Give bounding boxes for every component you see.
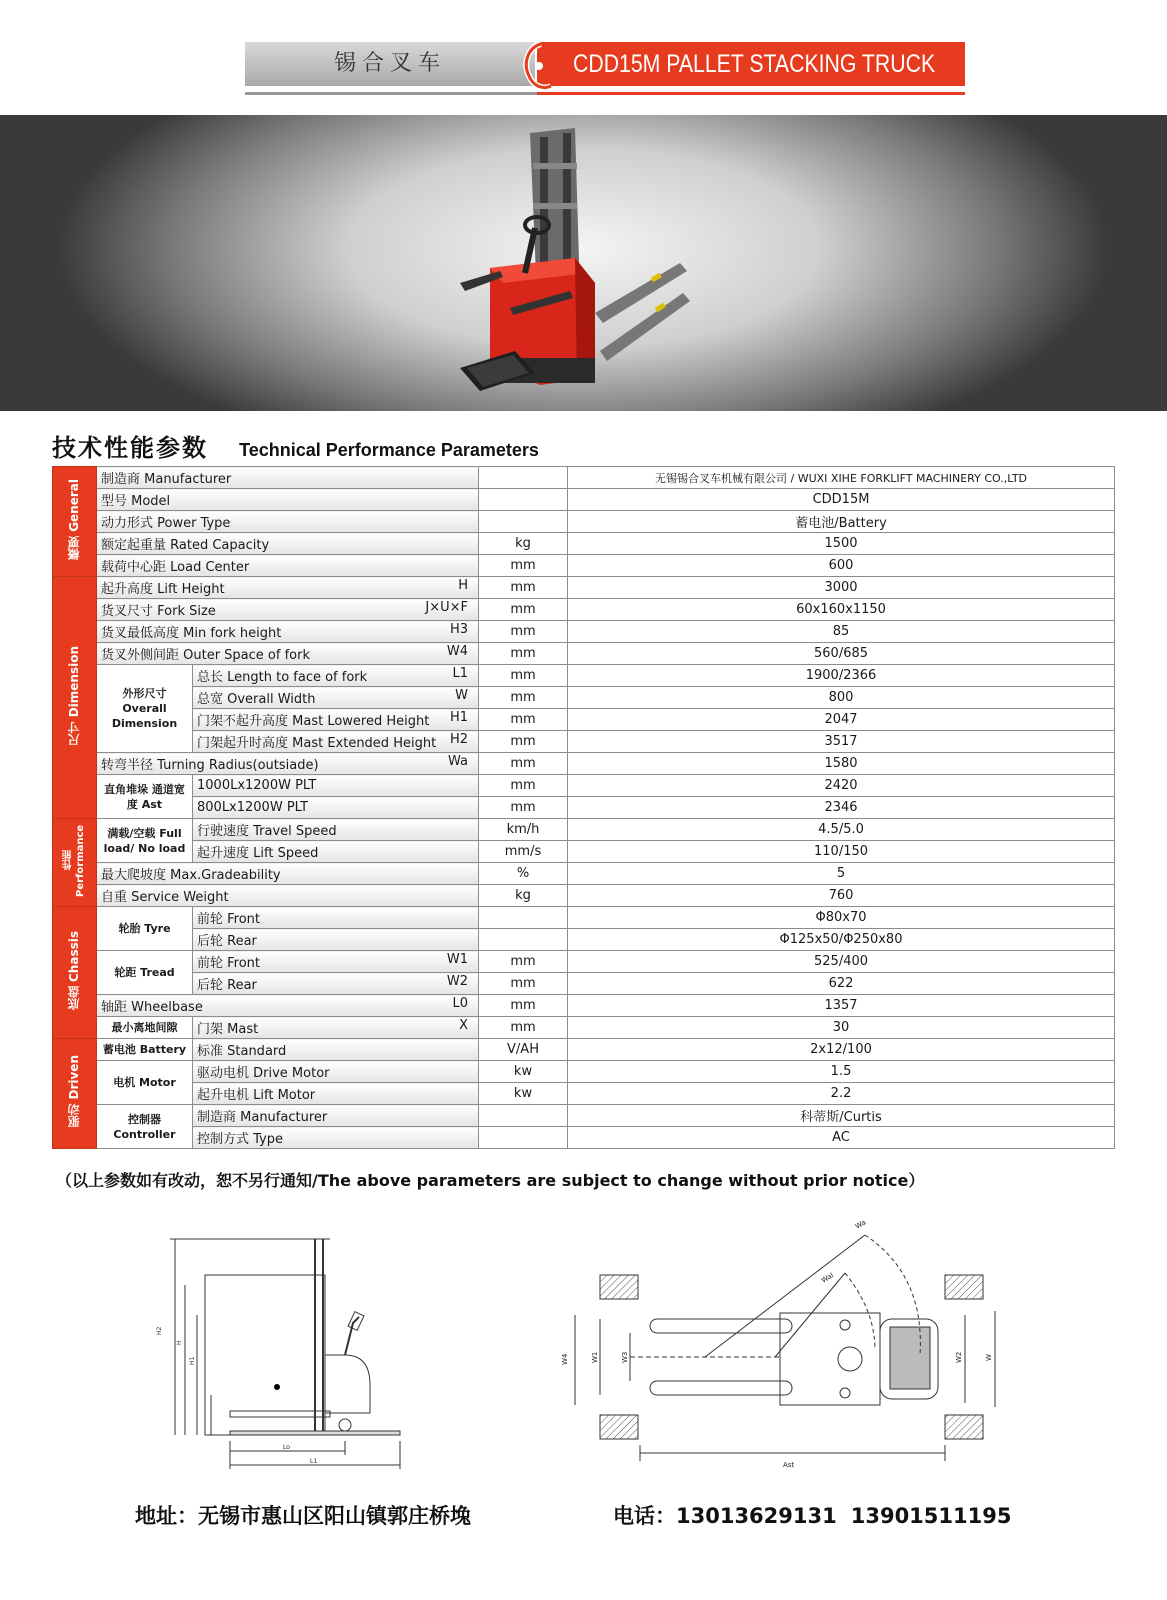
param-unit: mm/s <box>479 841 568 863</box>
param-unit: mm <box>479 951 568 973</box>
param-unit: km/h <box>479 819 568 841</box>
param-label: 转弯半径 Turning Radius(outsiade) Wa <box>97 753 479 775</box>
param-unit <box>479 1127 568 1149</box>
section-title-cn: 技术性能参数 <box>52 434 208 462</box>
label-h: H <box>176 1340 183 1345</box>
subgroup-ast: 直角堆垛 通道宽度 Ast <box>97 775 193 819</box>
param-value: 3000 <box>568 577 1115 599</box>
param-label: 型号 Model <box>97 489 479 511</box>
param-value: 85 <box>568 621 1115 643</box>
param-unit: mm <box>479 555 568 577</box>
table-row <box>53 1039 1115 1061</box>
param-unit: mm <box>479 643 568 665</box>
subgroup-motor: 电机 Motor <box>97 1061 193 1105</box>
param-value: 5 <box>568 863 1115 885</box>
param-label: 额定起重量 Rated Capacity <box>97 533 479 555</box>
param-unit: % <box>479 863 568 885</box>
load-center-icon <box>274 1384 280 1390</box>
label-w3: W3 <box>621 1351 629 1363</box>
param-value: 4.5/5.0 <box>568 819 1115 841</box>
param-label: 货叉尺寸 Fork Size J×U×F <box>97 599 479 621</box>
param-unit: kg <box>479 533 568 555</box>
subgroup-tyre: 轮胎 Tyre <box>97 907 193 951</box>
param-unit <box>479 511 568 533</box>
param-label: 标准 Standard <box>193 1039 479 1061</box>
footer <box>135 1500 1035 1530</box>
top-view-drawing <box>561 1215 1015 1490</box>
param-value: 3517 <box>568 731 1115 753</box>
param-unit: mm <box>479 753 568 775</box>
table-row <box>53 489 1115 511</box>
param-label: 后轮 Rear W2 <box>193 973 479 995</box>
param-label: 前轮 Front W1 <box>193 951 479 973</box>
table-row <box>53 577 1115 599</box>
param-label: 起升高度 Lift Height H <box>97 577 479 599</box>
param-unit <box>479 489 568 511</box>
param-label: 1000Lx1200W PLT <box>193 775 479 797</box>
param-value: 2.2 <box>568 1083 1115 1105</box>
banner-underline-grey <box>245 92 537 95</box>
param-label: 制造商 Manufacturer <box>97 467 479 489</box>
param-value: Φ80x70 <box>568 907 1115 929</box>
param-unit <box>479 907 568 929</box>
param-label: 起升电机 Lift Motor <box>193 1083 479 1105</box>
param-unit <box>479 1105 568 1127</box>
table-row <box>53 995 1115 1017</box>
table-row <box>53 687 1115 709</box>
table-row <box>53 731 1115 753</box>
param-value: 800 <box>568 687 1115 709</box>
table-row <box>53 797 1115 819</box>
param-value: 科蒂斯/Curtis <box>568 1105 1115 1127</box>
param-unit: mm <box>479 1017 568 1039</box>
table-row <box>53 951 1115 973</box>
table-row <box>53 555 1115 577</box>
subgroup-battery: 蓄电池 Battery <box>97 1039 193 1061</box>
param-value: 2x12/100 <box>568 1039 1115 1061</box>
label-ast: Ast <box>783 1461 795 1469</box>
param-value: 1500 <box>568 533 1115 555</box>
table-row <box>53 1017 1115 1039</box>
stacker-truck-illustration <box>455 123 715 403</box>
phone-number-1: 13013629131 <box>676 1504 837 1528</box>
param-unit: V/AH <box>479 1039 568 1061</box>
param-value: 622 <box>568 973 1115 995</box>
param-label: 起升速度 Lift Speed <box>193 841 479 863</box>
param-label: 货叉外侧间距 Outer Space of fork W4 <box>97 643 479 665</box>
table-row <box>53 1105 1115 1127</box>
param-label: 门架 Mast X <box>193 1017 479 1039</box>
param-unit: mm <box>479 797 568 819</box>
subgroup-overall-dimension: 外形尺寸 Overall Dimension <box>97 665 193 753</box>
param-value: 600 <box>568 555 1115 577</box>
param-label: 载荷中心距 Load Center <box>97 555 479 577</box>
param-unit: mm <box>479 709 568 731</box>
param-label: 800Lx1200W PLT <box>193 797 479 819</box>
side-view-drawing <box>155 1235 415 1475</box>
param-unit: mm <box>479 665 568 687</box>
param-value: 1.5 <box>568 1061 1115 1083</box>
label-w2: W2 <box>955 1351 963 1363</box>
param-value: AC <box>568 1127 1115 1149</box>
param-label: 控制方式 Type <box>193 1127 479 1149</box>
param-unit: mm <box>479 599 568 621</box>
param-label: 前轮 Front <box>193 907 479 929</box>
label-w: W <box>985 1354 993 1361</box>
param-unit: kw <box>479 1083 568 1105</box>
table-row <box>53 973 1115 995</box>
param-label: 最大爬坡度 Max.Gradeability <box>97 863 479 885</box>
brand-name: 锡合叉车 <box>333 51 446 76</box>
table-row <box>53 819 1115 841</box>
change-notice: （以上参数如有改动，恕不另行通知/The above parameters are subject to change without prior notice） <box>56 1171 925 1190</box>
label-w4: W4 <box>561 1353 569 1365</box>
param-label: 驱动电机 Drive Motor <box>193 1061 479 1083</box>
category-general: 概要 General <box>53 467 97 577</box>
category-chassis: 底盘 Chassis <box>53 907 97 1039</box>
param-label: 货叉最低高度 Min fork height H3 <box>97 621 479 643</box>
table-row <box>53 665 1115 687</box>
param-unit: mm <box>479 731 568 753</box>
param-value: 30 <box>568 1017 1115 1039</box>
param-unit: mm <box>479 687 568 709</box>
param-unit: mm <box>479 577 568 599</box>
phone-number-2: 13901511195 <box>850 1504 1012 1528</box>
table-row <box>53 929 1115 951</box>
param-unit: mm <box>479 621 568 643</box>
section-title-en: Technical Performance Parameters <box>239 440 539 460</box>
label-h1: H1 <box>189 1356 196 1365</box>
address: 地址：无锡市惠山区阳山镇郭庄桥堍 <box>135 1504 471 1528</box>
param-value: 1900/2366 <box>568 665 1115 687</box>
param-label: 门架起升时高度 Mast Extended Height H2 <box>193 731 479 753</box>
param-label: 动力形式 Power Type <box>97 511 479 533</box>
param-unit: mm <box>479 973 568 995</box>
label-h2: H2 <box>156 1326 163 1335</box>
param-unit <box>479 929 568 951</box>
table-row <box>53 467 1115 489</box>
category-performance: 性能 Performance <box>53 819 97 907</box>
param-value: 760 <box>568 885 1115 907</box>
param-value: 525/400 <box>568 951 1115 973</box>
phone-block <box>613 1500 1011 1530</box>
label-l1: L1 <box>310 1458 318 1465</box>
brand-logo-icon <box>517 42 557 98</box>
label-w1: W1 <box>591 1351 599 1363</box>
section-title <box>52 428 539 463</box>
param-unit: kw <box>479 1061 568 1083</box>
table-row <box>53 753 1115 775</box>
table-row <box>53 709 1115 731</box>
param-value: 2420 <box>568 775 1115 797</box>
label-wal: Wal <box>820 1271 836 1285</box>
banner-underline-red <box>537 92 965 95</box>
param-label: 后轮 Rear <box>193 929 479 951</box>
subgroup-controller: 控制器 Controller <box>97 1105 193 1149</box>
table-row <box>53 1083 1115 1105</box>
param-label: 轴距 Wheelbase L0 <box>97 995 479 1017</box>
param-value: 110/150 <box>568 841 1115 863</box>
subgroup-clearance: 最小离地间隙 <box>97 1017 193 1039</box>
table-row <box>53 599 1115 621</box>
phone-label: 电话： <box>613 1504 676 1528</box>
table-row <box>53 841 1115 863</box>
param-value: 60x160x1150 <box>568 599 1115 621</box>
param-unit: mm <box>479 995 568 1017</box>
param-unit <box>479 467 568 489</box>
category-dimension: 尺寸 Dimension <box>53 577 97 819</box>
header-banner <box>245 42 965 98</box>
param-label: 自重 Service Weight <box>97 885 479 907</box>
param-unit: kg <box>479 885 568 907</box>
param-unit: mm <box>479 775 568 797</box>
product-title: CDD15M PALLET STACKING TRUCK <box>573 50 936 78</box>
spec-table <box>52 466 1115 1149</box>
product-photo <box>0 115 1167 411</box>
param-value: 560/685 <box>568 643 1115 665</box>
subgroup-tread: 轮距 Tread <box>97 951 193 995</box>
table-row <box>53 885 1115 907</box>
param-value: 1580 <box>568 753 1115 775</box>
table-row <box>53 643 1115 665</box>
param-value: CDD15M <box>568 489 1115 511</box>
param-label: 总宽 Overall Width W <box>193 687 479 709</box>
label-lo: Lo <box>283 1444 290 1451</box>
param-label: 总长 Length to face of fork L1 <box>193 665 479 687</box>
table-row <box>53 775 1115 797</box>
table-row <box>53 863 1115 885</box>
param-value: 蓄电池/Battery <box>568 511 1115 533</box>
label-wa: Wa <box>854 1218 868 1231</box>
param-value: 2346 <box>568 797 1115 819</box>
param-value: 1357 <box>568 995 1115 1017</box>
param-label: 行驶速度 Travel Speed <box>193 819 479 841</box>
table-row <box>53 1127 1115 1149</box>
param-value: 无锡锡合叉车机械有限公司 / WUXI XIHE FORKLIFT MACHINERY CO.,LTD <box>568 467 1115 489</box>
table-row <box>53 511 1115 533</box>
param-value: Φ125x50/Φ250x80 <box>568 929 1115 951</box>
table-row <box>53 1061 1115 1083</box>
param-label: 制造商 Manufacturer <box>193 1105 479 1127</box>
table-row <box>53 533 1115 555</box>
param-value: 2047 <box>568 709 1115 731</box>
table-row <box>53 621 1115 643</box>
category-driven: 驱动 Driven <box>53 1039 97 1149</box>
subgroup-load: 满载/空载 Full load/ No load <box>97 819 193 863</box>
param-label: 门架不起升高度 Mast Lowered Height H1 <box>193 709 479 731</box>
table-row <box>53 907 1115 929</box>
